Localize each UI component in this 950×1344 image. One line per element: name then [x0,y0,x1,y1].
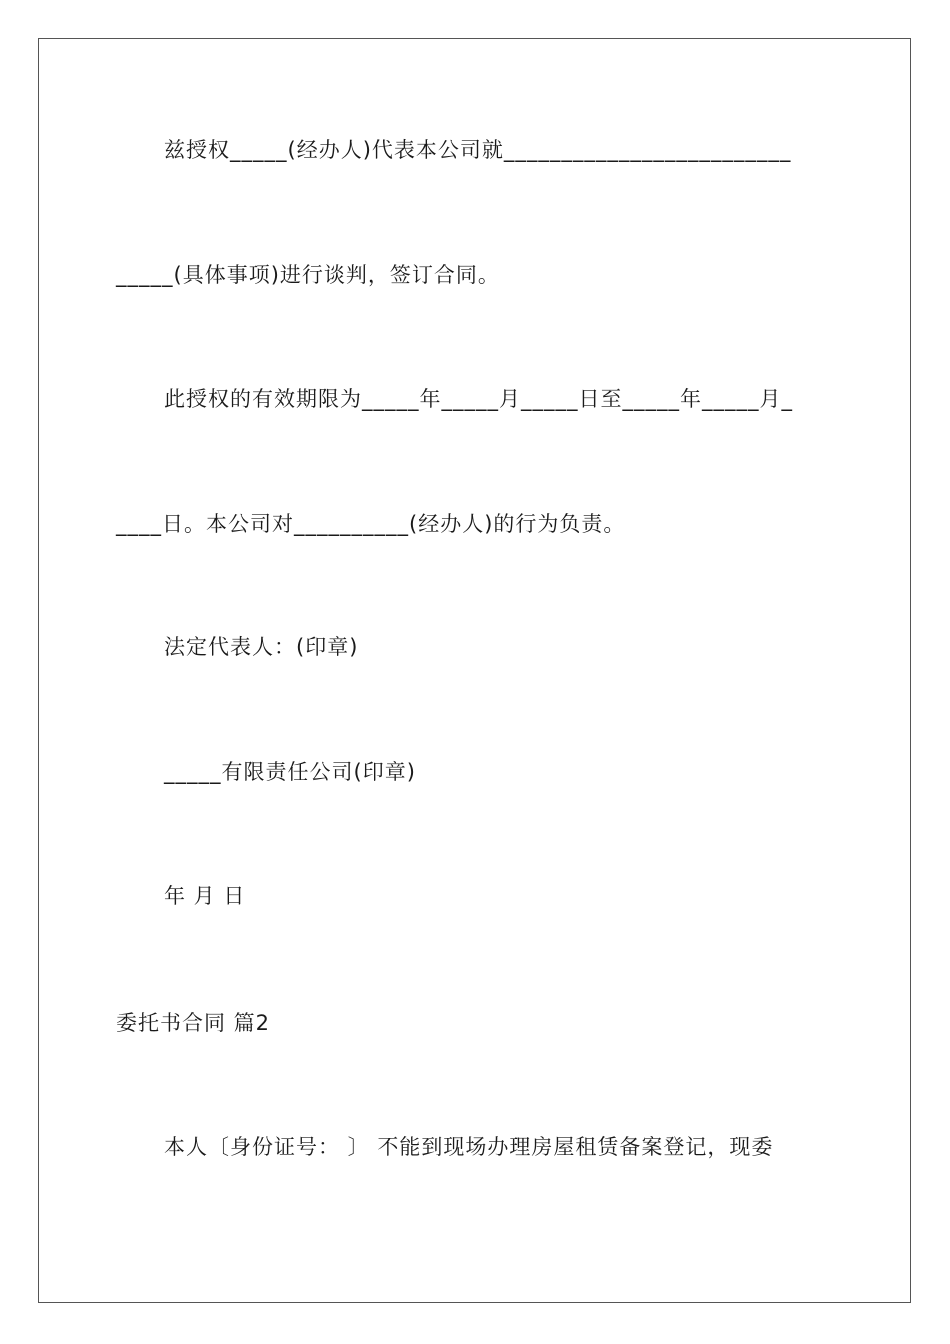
date-line: 年 月 日 [164,884,246,908]
authorization-clause-line-1: 兹授权_____(经办人)代表本公司就_________________________ [164,138,792,162]
legal-representative-line: 法定代表人：(印章) [164,635,359,659]
company-seal-line: _____有限责任公司(印章) [164,760,416,784]
authorization-clause-line-2: _____(具体事项)进行谈判，签订合同。 [116,263,500,287]
validity-period-line-1: 此授权的有效期限为_____年_____月_____日至_____年_____月_ [164,387,793,411]
page-frame [38,38,911,1303]
entrustment-paragraph-line-1: 本人〔身份证号： 〕 不能到现场办理房屋租赁备案登记，现委 [164,1135,774,1159]
validity-period-line-2: ____日。本公司对__________(经办人)的行为负责。 [116,512,626,536]
section-title: 委托书合同 篇2 [116,1011,271,1035]
